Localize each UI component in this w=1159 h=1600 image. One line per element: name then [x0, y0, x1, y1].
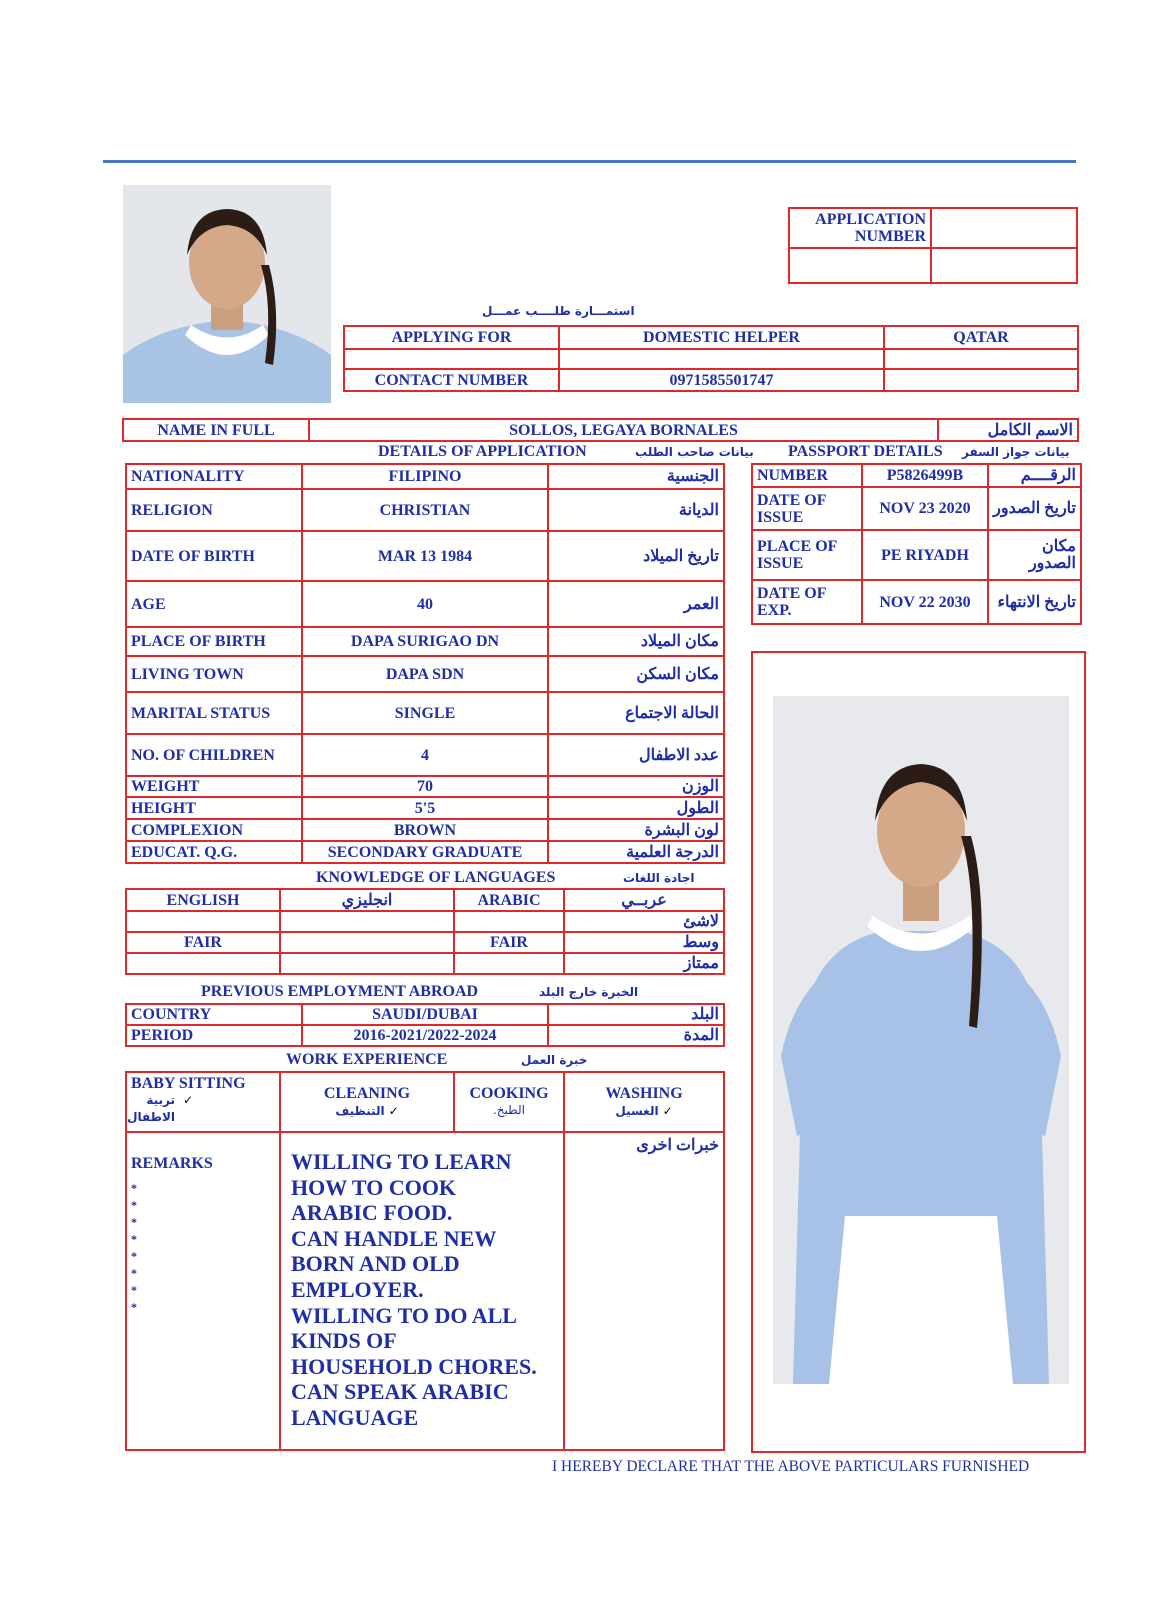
detail-label-ar: الديانة	[548, 489, 724, 531]
passport-label-ar: مكان الصدور	[988, 530, 1081, 580]
level-excellent-ar: ممتاز	[564, 953, 724, 974]
details-row	[126, 797, 724, 819]
level-fair-ar: وسط	[564, 932, 724, 953]
employment-country-label: COUNTRY	[126, 1004, 302, 1025]
detail-value: 5'5	[302, 797, 548, 819]
skill-baby-sitting-label-ar: تربية الاطفال	[127, 1093, 175, 1124]
applicant-portrait-photo	[123, 185, 331, 403]
passport-label-ar: تاريخ الصدور	[988, 487, 1081, 530]
details-row	[126, 656, 724, 692]
work-experience-table	[125, 1071, 725, 1451]
remarks-text-cell	[280, 1132, 564, 1450]
details-row	[126, 531, 724, 581]
applying-for-table	[343, 325, 1079, 392]
passport-label-ar: الرقــــم	[988, 464, 1081, 487]
passport-label: DATE OF ISSUE	[752, 487, 862, 530]
detail-label: PLACE OF BIRTH	[126, 627, 302, 656]
skill-washing	[564, 1072, 724, 1132]
languages-heading: KNOWLEDGE OF LANGUAGES	[316, 869, 556, 886]
detail-label: RELIGION	[126, 489, 302, 531]
skill-baby-sitting-label: BABY SITTING	[131, 1075, 246, 1092]
skill-cleaning	[280, 1072, 454, 1132]
name-in-full-table	[122, 418, 1079, 442]
passport-value: NOV 22 2030	[862, 580, 988, 624]
arabic-level: FAIR	[454, 932, 564, 953]
skill-cleaning-label: CLEANING	[323, 1084, 411, 1102]
arabic-label-ar: عربــي	[564, 889, 724, 911]
detail-label: MARITAL STATUS	[126, 692, 302, 734]
previous-employment-heading-ar: الخبرة خارج البلد	[539, 985, 639, 999]
details-row	[126, 627, 724, 656]
passport-details-heading: PASSPORT DETAILS	[788, 443, 943, 460]
passport-row	[752, 530, 1081, 580]
english-level: FAIR	[126, 932, 280, 953]
passport-row	[752, 464, 1081, 487]
work-experience-heading-ar: خبرة العمل	[521, 1053, 588, 1067]
passport-label-ar: تاريخ الانتهاء	[988, 580, 1081, 624]
detail-label-ar: الدرجة العلمية	[548, 841, 724, 863]
skill-cooking	[454, 1072, 564, 1132]
detail-value: SECONDARY GRADUATE	[302, 841, 548, 863]
other-experience-label-ar: خبرات اخرى	[564, 1132, 724, 1450]
header-divider	[103, 160, 1076, 163]
detail-label-ar: الجنسية	[548, 464, 724, 489]
details-row	[126, 489, 724, 531]
contact-number-value: 0971585501747	[559, 369, 884, 391]
detail-value: DAPA SURIGAO DN	[302, 627, 548, 656]
detail-label: LIVING TOWN	[126, 656, 302, 692]
english-label-ar: انجليزي	[280, 889, 454, 911]
passport-label: PLACE OF ISSUE	[752, 530, 862, 580]
detail-value: CHRISTIAN	[302, 489, 548, 531]
passport-label: DATE OF EXP.	[752, 580, 862, 624]
passport-value: NOV 23 2020	[862, 487, 988, 530]
details-table	[125, 463, 725, 864]
skill-washing-label: WASHING	[605, 1084, 683, 1102]
application-number-value	[931, 208, 1077, 248]
detail-value: 4	[302, 734, 548, 776]
detail-label: NATIONALITY	[126, 464, 302, 489]
employment-country: SAUDI/DUBAI	[302, 1004, 548, 1025]
detail-value: 40	[302, 581, 548, 627]
name-label-ar: الاسم الكامل	[938, 419, 1078, 441]
employment-period-label: PERIOD	[126, 1025, 302, 1046]
details-row	[126, 692, 724, 734]
english-label: ENGLISH	[126, 889, 280, 911]
applying-for-position: DOMESTIC HELPER	[559, 326, 884, 349]
skill-washing-check-icon: ✓	[662, 1103, 673, 1118]
detail-label-ar: الطول	[548, 797, 724, 819]
applying-for-label: APPLYING FOR	[344, 326, 559, 349]
detail-label: NO. OF CHILDREN	[126, 734, 302, 776]
passport-details-heading-ar: بيانات جواز السفر	[962, 445, 1070, 459]
arabic-label: ARABIC	[454, 889, 564, 911]
detail-value: MAR 13 1984	[302, 531, 548, 581]
details-row	[126, 734, 724, 776]
employment-period: 2016-2021/2022-2024	[302, 1025, 548, 1046]
details-row	[126, 841, 724, 863]
details-row	[126, 819, 724, 841]
detail-label-ar: مكان الميلاد	[548, 627, 724, 656]
employment-period-label-ar: المدة	[548, 1025, 724, 1046]
detail-label: COMPLEXION	[126, 819, 302, 841]
remarks-cell	[126, 1132, 280, 1450]
name-label: NAME IN FULL	[123, 419, 309, 441]
passport-row	[752, 580, 1081, 624]
skill-cleaning-check-icon: ✓	[388, 1103, 399, 1118]
detail-label-ar: الوزن	[548, 776, 724, 797]
contact-number-label: CONTACT NUMBER	[344, 369, 559, 391]
skill-baby-sitting	[126, 1072, 280, 1132]
detail-label-ar: مكان السكن	[548, 656, 724, 692]
detail-label: HEIGHT	[126, 797, 302, 819]
application-number-label: APPLICATION NUMBER	[789, 208, 931, 248]
details-of-application-heading-ar: بيانات صاحب الطلب	[635, 445, 754, 459]
detail-value: FILIPINO	[302, 464, 548, 489]
detail-label: EDUCAT. Q.G.	[126, 841, 302, 863]
passport-value: PE RIYADH	[862, 530, 988, 580]
passport-row	[752, 487, 1081, 530]
detail-label: AGE	[126, 581, 302, 627]
skill-cleaning-label-ar: التنظيف	[335, 1103, 385, 1118]
previous-employment-table	[125, 1003, 725, 1047]
skill-cooking-label: COOKING	[469, 1085, 549, 1102]
name-value: SOLLOS, LEGAYA BORNALES	[309, 419, 938, 441]
detail-label-ar: العمر	[548, 581, 724, 627]
previous-employment-heading: PREVIOUS EMPLOYMENT ABROAD	[201, 983, 479, 1000]
passport-label: NUMBER	[752, 464, 862, 487]
details-row	[126, 776, 724, 797]
details-row	[126, 581, 724, 627]
languages-table	[125, 888, 725, 975]
details-row	[126, 464, 724, 489]
employment-country-label-ar: البلد	[548, 1004, 724, 1025]
detail-label-ar: الحالة الاجتماع	[548, 692, 724, 734]
languages-heading-ar: اجادة اللغات	[623, 871, 695, 885]
application-number-table	[788, 207, 1078, 284]
detail-value: SINGLE	[302, 692, 548, 734]
detail-label: WEIGHT	[126, 776, 302, 797]
remarks-label: REMARKS	[131, 1155, 213, 1172]
detail-value: DAPA SDN	[302, 656, 548, 692]
detail-label: DATE OF BIRTH	[126, 531, 302, 581]
remarks-text: WILLING TO LEARN HOW TO COOK ARABIC FOOD. CAN HANDLE NEW BORN AND OLD EMPLOYER. WILLING TO DO ALL KINDS OF HOUSEHOLD CHORES. CAN SPEAK ARABIC LANGUAGE	[291, 1149, 537, 1430]
skill-baby-sitting-check-icon: ✓	[183, 1093, 194, 1107]
level-none-ar: لاشئ	[564, 911, 724, 932]
remarks-bullets: * * * * * * * *	[131, 1181, 137, 1314]
skill-washing-label-ar: الغسيل	[615, 1103, 659, 1118]
detail-value: BROWN	[302, 819, 548, 841]
detail-label-ar: عدد الاطفال	[548, 734, 724, 776]
skill-cooking-label-ar: الطبخ.	[492, 1103, 525, 1117]
details-of-application-heading: DETAILS OF APPLICATION	[378, 443, 587, 460]
detail-label-ar: تاريخ الميلاد	[548, 531, 724, 581]
passport-table	[751, 463, 1082, 625]
detail-label-ar: لون البشرة	[548, 819, 724, 841]
work-experience-heading: WORK EXPERIENCE	[286, 1051, 448, 1068]
detail-value: 70	[302, 776, 548, 797]
applicant-full-body-photo	[773, 696, 1069, 1384]
passport-value: P5826499B	[862, 464, 988, 487]
form-title-ar: استمـــارة طلــــب عمـــل	[482, 304, 635, 318]
applying-for-country: QATAR	[884, 326, 1078, 349]
declaration-text: I HEREBY DECLARE THAT THE ABOVE PARTICULARS FURNISHED	[552, 1458, 1030, 1475]
